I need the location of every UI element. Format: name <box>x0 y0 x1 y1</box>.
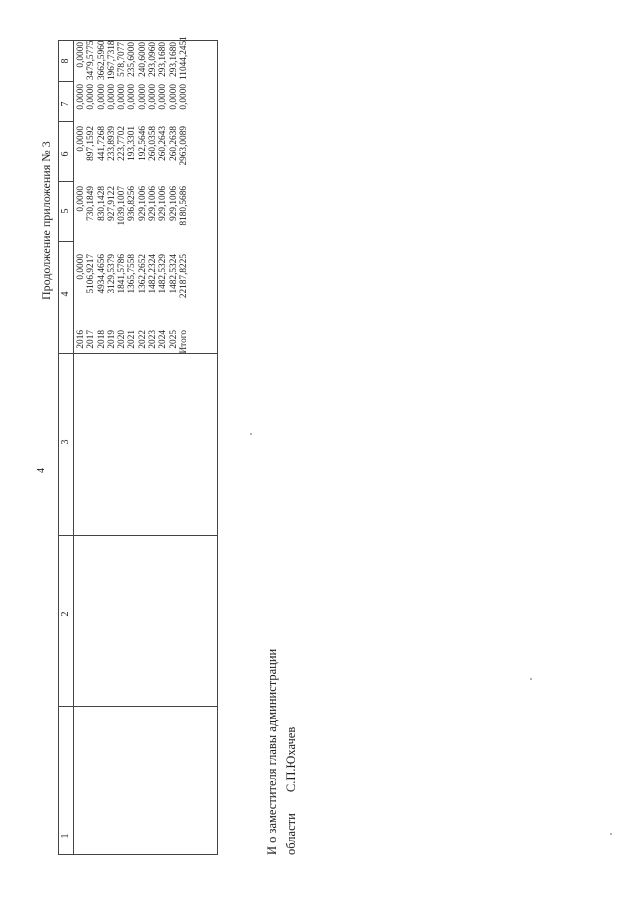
column-header: 5 <box>60 208 71 214</box>
year-cell: 2018 <box>96 330 107 349</box>
value-cell: 0,0000 <box>178 84 189 110</box>
header-row-divider <box>73 41 74 854</box>
year-column <box>76 330 189 354</box>
year-cell: 2022 <box>137 330 148 349</box>
value-cell: 3662,5960 <box>96 40 107 80</box>
value-cell: 929,1006 <box>137 186 148 221</box>
value-cell: 0,0000 <box>96 84 107 110</box>
value-cell: 192,5646 <box>137 126 148 161</box>
value-cell: 1482,5329 <box>158 254 169 294</box>
value-cell: 1039,1007 <box>117 186 128 226</box>
year-cell: 2024 <box>158 330 169 349</box>
column-header: 6 <box>60 151 71 157</box>
value-cell: 730,1849 <box>86 186 97 221</box>
value-cell: 260,0358 <box>148 126 159 161</box>
value-cell: 1362,2652 <box>137 254 148 294</box>
value-cell: 929,1006 <box>158 186 169 221</box>
value-cell: 223,7702 <box>117 126 128 161</box>
year-cell: 2016 <box>76 330 86 349</box>
year-cell: 2020 <box>117 330 128 349</box>
year-cell: 2023 <box>148 330 159 349</box>
value-cell: 929,1006 <box>148 186 159 221</box>
page-number: 4 <box>36 468 47 473</box>
value-cell: 578,7077 <box>117 42 128 77</box>
value-cell: 0,0000 <box>137 84 148 110</box>
column-divider <box>59 181 73 182</box>
column-divider <box>59 241 73 242</box>
column-header: 1 <box>60 833 71 839</box>
col8-values <box>76 36 189 80</box>
column-header: 7 <box>60 101 71 107</box>
value-cell: 5106,9217 <box>86 254 97 294</box>
col6-values <box>76 126 189 180</box>
value-cell: 2963,0089 <box>178 126 189 166</box>
scan-speck <box>250 433 252 435</box>
value-cell: 3129,5379 <box>106 254 117 294</box>
value-cell: 4934,4656 <box>96 254 107 294</box>
value-cell: 830,1428 <box>96 186 107 221</box>
value-cell: 193,3301 <box>127 126 138 161</box>
column-header: 8 <box>60 58 71 64</box>
value-cell: 3479,5775 <box>86 40 97 80</box>
value-cell: 441,7268 <box>96 126 107 161</box>
column-header: 4 <box>60 291 71 297</box>
scan-speck <box>530 678 532 680</box>
value-cell: 0,0000 <box>106 84 117 110</box>
signature-block <box>263 649 301 855</box>
value-cell: 897,1592 <box>86 126 97 161</box>
column-divider <box>59 535 217 536</box>
scan-speck <box>610 833 612 835</box>
col5-values <box>76 186 189 240</box>
value-cell: 240,6000 <box>137 42 148 77</box>
value-cell: 0,0000 <box>127 84 138 110</box>
value-cell: 1365,7558 <box>127 254 138 294</box>
value-cell: 1841,5786 <box>117 254 128 294</box>
value-cell: 1967,7318 <box>106 40 117 80</box>
appendix-title: Продолжение приложения № 3 <box>39 141 53 300</box>
value-cell: 0,0000 <box>158 84 169 110</box>
value-cell: 8180,5686 <box>178 186 189 226</box>
value-cell: 233,8939 <box>106 126 117 161</box>
signature-name: С.П.Юхачев <box>284 726 298 793</box>
year-cell: 2025 <box>168 330 179 349</box>
value-cell: 936,8256 <box>127 186 138 221</box>
signature-line <box>282 649 301 855</box>
value-cell: 0,0000 <box>117 84 128 110</box>
value-cell: 22187,8225 <box>178 254 189 299</box>
column-header: 2 <box>60 611 71 617</box>
value-cell: 0,0000 <box>76 42 86 68</box>
value-cell: 260,2643 <box>158 126 169 161</box>
signature-region: области <box>284 813 298 855</box>
value-cell: 293,0960 <box>148 42 159 77</box>
value-cell: 1482,2324 <box>148 254 159 294</box>
data-table <box>58 36 218 855</box>
year-cell: 2019 <box>106 330 117 349</box>
value-cell: 0,0000 <box>76 84 86 110</box>
value-cell: 293,1680 <box>168 42 179 77</box>
col4-values <box>76 254 189 319</box>
value-cell: 0,0000 <box>76 254 86 280</box>
column-header: 3 <box>60 439 71 445</box>
value-cell: 0,0000 <box>168 84 179 110</box>
col7-values <box>76 84 189 120</box>
value-cell: 1482,5324 <box>168 254 179 294</box>
signature-title: И о заместителя главы администрации <box>265 648 279 855</box>
value-cell: 0,0000 <box>76 186 86 212</box>
value-cell: 0,0000 <box>76 126 86 152</box>
year-cell: 2017 <box>86 330 97 349</box>
year-cell: Итого <box>178 330 189 354</box>
value-cell: 260,2638 <box>168 126 179 161</box>
value-cell: 11044,2451 <box>178 36 189 80</box>
value-cell: 235,6000 <box>127 42 138 77</box>
column-divider <box>59 81 73 82</box>
value-cell: 293,1680 <box>158 42 169 77</box>
value-cell: 0,0000 <box>148 84 159 110</box>
value-cell: 927,9122 <box>106 186 117 221</box>
column-divider <box>59 121 73 122</box>
value-cell: 929,1006 <box>168 186 179 221</box>
column-divider <box>59 706 217 707</box>
year-cell: 2021 <box>127 330 138 349</box>
value-cell: 0,0000 <box>86 84 97 110</box>
